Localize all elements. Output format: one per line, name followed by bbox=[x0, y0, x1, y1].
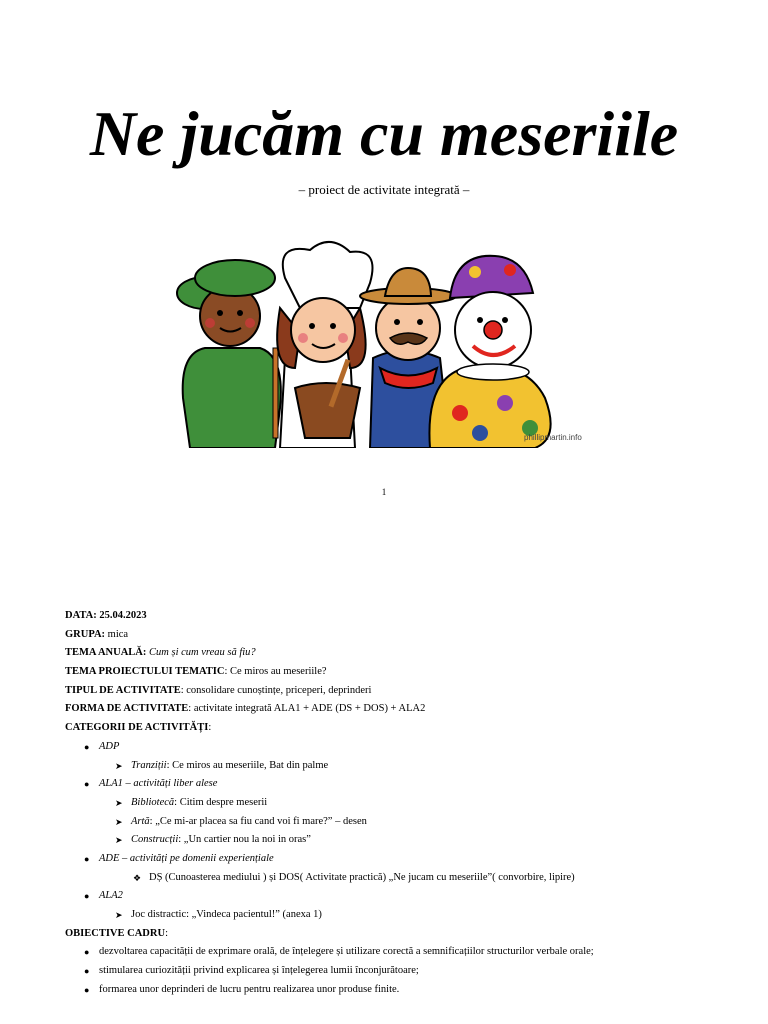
forma-value: : activitate integrată ALA1 + ADE (DS + DOS) + ALA2 bbox=[188, 703, 426, 715]
arta-value: : „Ce mi-ar placea sa fiu cand voi fi mare?” – desen bbox=[149, 815, 367, 827]
bullet-arrow: ➤ bbox=[115, 910, 123, 920]
tipul-value: : consolidare cunoștințe, priceperi, deprinderi bbox=[180, 684, 372, 696]
constructii-value: : „Un cartier nou la noi in oras” bbox=[178, 834, 311, 846]
categorii-line bbox=[65, 719, 745, 738]
ala1-label: ALA1 – activități liber alese bbox=[99, 778, 218, 790]
tipul-line bbox=[65, 682, 745, 701]
project-details bbox=[65, 607, 745, 999]
professions-illustration bbox=[175, 238, 605, 448]
bullet-dot: ● bbox=[84, 966, 90, 977]
document-subtitle: – proiect de activitate integrată – bbox=[298, 182, 470, 197]
tema-proiect-line bbox=[65, 663, 745, 682]
bullet-dot: ● bbox=[84, 947, 90, 958]
obiective-line bbox=[65, 925, 745, 944]
list-item bbox=[65, 869, 745, 888]
list-item bbox=[65, 850, 745, 869]
bullet-arrow: ➤ bbox=[115, 835, 123, 846]
list-item bbox=[65, 775, 745, 794]
tema-proiect-value: : Ce miros au meseriile? bbox=[224, 666, 327, 678]
bullet-dot: ● bbox=[84, 741, 90, 752]
obiective-label: OBIECTIVE CADRU bbox=[65, 927, 166, 939]
tema-anuala-line bbox=[65, 644, 745, 663]
list-item bbox=[65, 794, 745, 813]
document-title: Ne jucăm cu meseriile bbox=[89, 98, 679, 169]
tema-anuala-label: TEMA ANUALĂ: bbox=[65, 647, 147, 659]
bullet-arrow: ➤ bbox=[115, 797, 123, 808]
ds-dos-text: DȘ (Cunoasterea mediului ) și DOS( Activitate practică) „Ne jucam cu meseriile”( convorbire, lipire) bbox=[149, 871, 575, 883]
tipul-label: TIPUL DE ACTIVITATE bbox=[65, 684, 181, 696]
gardener-figure bbox=[177, 260, 281, 448]
tema-proiect-label: TEMA PROIECTULUI TEMATIC bbox=[65, 666, 225, 678]
forma-line bbox=[65, 700, 745, 719]
clown-figure bbox=[429, 256, 550, 448]
list-item bbox=[65, 906, 745, 925]
chef-figure bbox=[277, 242, 372, 448]
data-label: DATA: 25.04.2023 bbox=[65, 610, 147, 621]
categorii-colon: : bbox=[208, 722, 212, 734]
forma-label: FORMA DE ACTIVITATE bbox=[65, 703, 189, 715]
categorii-label: CATEGORII DE ACTIVITĂȚI bbox=[65, 722, 209, 734]
grupa-value: mica bbox=[105, 628, 129, 640]
objective-2: stimularea curiozității privind explicarea și înțelegerea lumii înconjurătoare; bbox=[99, 965, 419, 977]
bullet-dot: ● bbox=[84, 779, 90, 790]
tema-anuala-value: Cum și cum vreau să fiu? bbox=[146, 647, 256, 659]
constructii-label: Construcții bbox=[131, 834, 179, 846]
ala2-label: ALA2 bbox=[99, 890, 123, 902]
obiective-colon: : bbox=[165, 927, 168, 939]
list-item bbox=[65, 738, 745, 757]
bullet-dot: ● bbox=[84, 891, 90, 902]
ade-label: ADE – activități pe domenii experiențiale bbox=[99, 852, 274, 864]
list-item bbox=[65, 943, 745, 962]
arta-label: Artă bbox=[131, 815, 150, 827]
page-number: 1 bbox=[381, 487, 387, 497]
bullet-dot: ● bbox=[84, 984, 90, 995]
list-item bbox=[65, 757, 745, 776]
list-item bbox=[65, 831, 745, 850]
image-credit: phillipmartin.info bbox=[524, 433, 582, 442]
grupa-label: GRUPA: bbox=[65, 628, 106, 640]
list-item bbox=[65, 887, 745, 906]
bullet-dot: ● bbox=[84, 853, 90, 864]
grupa-line bbox=[65, 626, 745, 645]
bullet-arrow: ➤ bbox=[115, 816, 123, 827]
bullet-arrow: ➤ bbox=[115, 760, 123, 771]
bullet-diamond: ❖ bbox=[133, 872, 142, 883]
data-line bbox=[65, 607, 745, 626]
list-item bbox=[65, 813, 745, 832]
objective-1: dezvoltarea capacității de exprimare orală, de înțelegere și utilizare corectă a semnificațiilor structurilor verbale orale; bbox=[99, 946, 594, 958]
adp-label: ADP bbox=[99, 740, 120, 752]
biblioteca-label: Bibliotecă bbox=[131, 796, 175, 808]
objective-3: formarea unor deprinderi de lucru pentru realizarea unor produse finite. bbox=[99, 983, 400, 995]
tranzitii-label: Tranziții bbox=[131, 759, 167, 771]
list-item bbox=[65, 962, 745, 981]
tranzitii-value: : Ce miros au meseriile, Bat din palme bbox=[166, 759, 329, 771]
joc-text: Joc distractic: „Vindeca pacientul!” (anexa 1) bbox=[131, 909, 322, 920]
list-item bbox=[65, 981, 745, 1000]
biblioteca-value: : Citim despre meserii bbox=[174, 796, 268, 808]
